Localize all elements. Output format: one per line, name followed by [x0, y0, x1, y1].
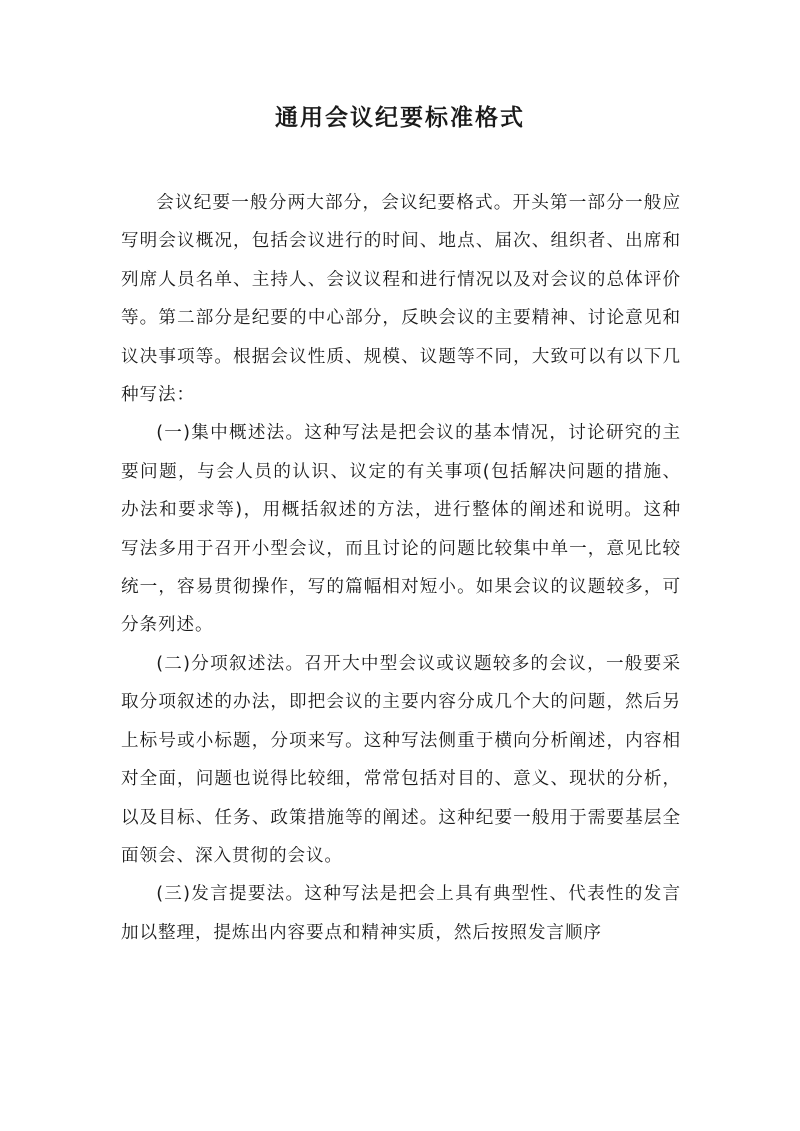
paragraph-method-1: (一)集中概述法。这种写法是把会议的基本情况，讨论研究的主要问题，与会人员的认识、议定的有关事项(包括解决问题的措施、办法和要求等)，用概括叙述的方法，进行整体的阐述和说明。这种写法多用于召开小型会议，而且讨论的问题比较集中单一，意见比较统一，容易贯彻操作，写的篇幅相对短小。如果会议的议题较多，可分条列述。 [121, 423, 681, 636]
paragraph-method-3: (三)发言提要法。这种写法是把会上具有典型性、代表性的发言加以整理，提炼出内容要点和精神实质，然后按照发言顺序 [121, 884, 681, 943]
document-title: 通用会议纪要标准格式 [275, 105, 525, 131]
paragraph-overview: 会议纪要一般分两大部分，会议纪要格式。开头第一部分一般应写明会议概况，包括会议进行的时间、地点、届次、组织者、出席和列席人员名单、主持人、会议议程和进行情况以及对会议的总体评价等。第二部分是纪要的中心部分，反映会议的主要精神、讨论意见和议决事项等。根据会议性质、规模、议题等不同，大致可以有以下几种写法： [121, 193, 681, 406]
document-body [121, 184, 681, 952]
paragraph-method-2: (二)分项叙述法。召开大中型会议或议题较多的会议，一般要采取分项叙述的办法，即把会议的主要内容分成几个大的问题，然后另上标号或小标题，分项来写。这种写法侧重于横向分析阐述，内容相对全面，问题也说得比较细，常常包括对目的、意义、现状的分析，以及目标、任务、政策措施等的阐述。这种纪要一般用于需要基层全面领会、深入贯彻的会议。 [121, 653, 681, 866]
